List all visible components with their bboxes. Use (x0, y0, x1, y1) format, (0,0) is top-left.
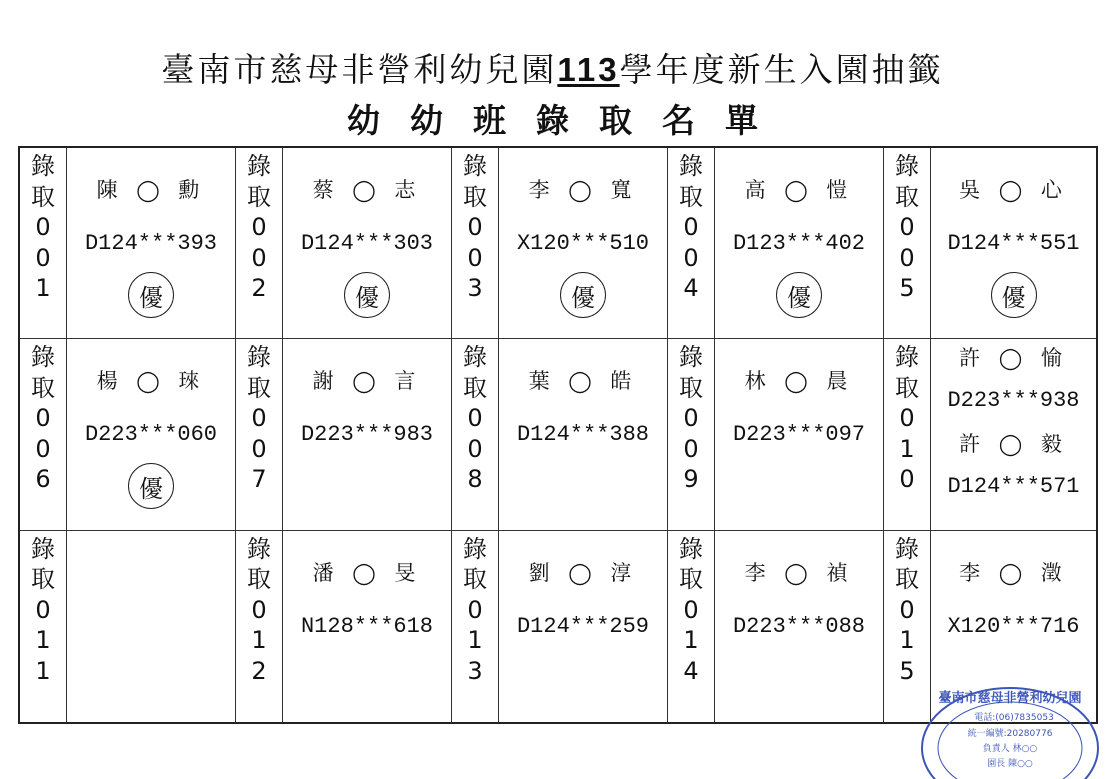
admission-code-char: 0 (467, 404, 483, 433)
student-name: 陳 ◯ 勳 (96, 178, 206, 202)
title-year: 113 (557, 51, 620, 88)
student-name: 林 ◯ 晨 (744, 369, 854, 394)
student-id: D124***571 (947, 474, 1080, 500)
seal-tax-id: 統一編號:20280776 (967, 729, 1053, 739)
student-name: 李 ◯ 澂 (959, 560, 1068, 585)
priority-badge: 優 (128, 463, 174, 509)
admission-code-char: 1 (899, 626, 915, 655)
admission-code-char: 0 (899, 595, 915, 624)
admission-code-char: 取 (895, 373, 919, 402)
admission-code-char: 錄 (463, 152, 487, 180)
page-title (0, 44, 1105, 96)
priority-badge: 優 (128, 272, 174, 318)
admission-code-char: 錄 (463, 534, 487, 563)
admission-code-char: 0 (467, 434, 483, 463)
admission-code-char: 0 (467, 243, 483, 272)
admission-code-cell (236, 339, 283, 530)
admission-code-char: 2 (251, 656, 267, 685)
admission-code-char: 錄 (895, 534, 919, 563)
admission-code-cell (20, 531, 67, 722)
admission-code-char: 0 (251, 434, 267, 463)
admission-code-char: 錄 (247, 534, 271, 563)
admission-code-char: 8 (467, 465, 483, 494)
student-name: 謝 ◯ 言 (312, 369, 422, 394)
admission-code-char: 錄 (31, 152, 55, 180)
admission-code-char: 7 (251, 465, 267, 494)
admission-code-char: 2 (251, 274, 267, 302)
student-cell (499, 531, 668, 722)
admission-table (18, 146, 1098, 724)
admission-code-char: 0 (251, 595, 267, 624)
admission-code-char: 0 (683, 595, 699, 624)
priority-badge: 優 (560, 272, 606, 318)
student-cell (283, 148, 452, 339)
admission-code-cell (884, 148, 931, 339)
student-name: 楊 ◯ 琜 (96, 369, 206, 394)
admission-code-char: 取 (247, 565, 271, 594)
admission-code-char: 取 (463, 182, 487, 211)
admission-code-char: 取 (463, 373, 487, 402)
student-id: D124***551 (947, 231, 1080, 256)
student-name: 吳 ◯ 心 (959, 178, 1068, 202)
admission-code-cell (668, 339, 715, 530)
student-name: 許 ◯ 愉 (959, 346, 1068, 371)
admission-code-char: 取 (247, 373, 271, 402)
admission-code-char: 錄 (679, 343, 703, 372)
admission-code-char: 1 (899, 434, 915, 463)
admission-code-cell (668, 531, 715, 722)
kindergarten-seal (914, 676, 1104, 779)
admission-code-char: 取 (679, 565, 703, 594)
admission-code-char: 取 (31, 565, 55, 594)
admission-code-char: 錄 (31, 534, 55, 563)
student-id: D223***938 (947, 388, 1080, 414)
student-id: D223***060 (84, 422, 218, 448)
admission-code-char: 取 (247, 182, 271, 211)
admission-code-char: 0 (899, 243, 915, 272)
student-cell (715, 339, 884, 530)
admission-code-char: 0 (35, 434, 51, 463)
student-cell (931, 148, 1096, 339)
admission-code-char: 4 (683, 274, 699, 302)
student-cell (931, 339, 1096, 530)
admission-code-char: 0 (899, 404, 915, 433)
student-id: D223***097 (732, 422, 866, 448)
student-name: 潘 ◯ 旻 (312, 560, 422, 585)
admission-code-char: 1 (251, 626, 267, 655)
admission-code-cell (20, 148, 67, 339)
admission-code-char: 取 (895, 565, 919, 594)
admission-code-cell (668, 148, 715, 339)
admission-code-char: 0 (251, 213, 267, 241)
student-id: X120***716 (947, 613, 1080, 639)
student-id: D123***402 (732, 231, 866, 256)
admission-code-char: 錄 (895, 343, 919, 372)
admission-code-char: 0 (467, 595, 483, 624)
student-name: 許 ◯ 毅 (959, 432, 1068, 457)
student-cell (67, 531, 236, 722)
admission-code-cell (236, 531, 283, 722)
admission-code-cell (20, 339, 67, 530)
admission-code-char: 0 (683, 434, 699, 463)
seal-phone: 電話:(06)7835053 (974, 713, 1054, 723)
admission-code-char: 取 (679, 182, 703, 211)
student-name: 李 ◯ 寬 (528, 178, 638, 202)
admission-code-char: 錄 (247, 152, 271, 180)
admission-code-char: 3 (467, 274, 483, 302)
student-id: D223***088 (732, 613, 866, 639)
admission-code-char: 錄 (31, 343, 55, 372)
admission-code-char: 錄 (679, 152, 703, 180)
admission-code-cell (236, 148, 283, 339)
admission-code-char: 取 (31, 373, 55, 402)
student-id: D124***303 (300, 231, 434, 256)
student-cell (499, 339, 668, 530)
admission-code-char: 0 (35, 595, 51, 624)
admission-code-char: 錄 (679, 534, 703, 563)
admission-code-char: 0 (251, 404, 267, 433)
admission-code-cell (452, 339, 499, 530)
student-name: 高 ◯ 愷 (744, 178, 854, 202)
student-name: 葉 ◯ 皓 (528, 369, 638, 394)
admission-code-char: 0 (35, 243, 51, 272)
admission-code-char: 3 (467, 656, 483, 685)
admission-code-cell (452, 148, 499, 339)
student-id: D223***983 (300, 422, 434, 448)
admission-code-char: 1 (467, 626, 483, 655)
student-cell (715, 531, 884, 722)
student-id: D124***259 (516, 613, 650, 639)
student-cell (499, 148, 668, 339)
admission-code-char: 0 (251, 243, 267, 272)
student-id: N128***618 (300, 613, 434, 639)
page-subtitle: 幼幼班錄取名單 (347, 101, 788, 140)
admission-code-char: 取 (31, 182, 55, 211)
admission-code-char: 9 (683, 465, 699, 494)
student-id: X120***510 (516, 231, 650, 256)
student-id: D124***388 (516, 422, 650, 448)
admission-code-char: 錄 (463, 343, 487, 372)
priority-badge: 優 (344, 272, 390, 318)
admission-code-char: 1 (35, 626, 51, 655)
student-cell (715, 148, 884, 339)
title-prefix: 臺南市慈母非營利幼兒園 (161, 50, 558, 89)
student-name: 蔡 ◯ 志 (312, 178, 422, 202)
admission-code-char: 取 (895, 182, 919, 211)
admission-code-char: 1 (35, 274, 51, 302)
admission-code-char: 1 (35, 656, 51, 685)
admission-code-cell (884, 339, 931, 530)
seal-title: 臺南市慈母非營利幼兒園 (938, 691, 1082, 706)
student-cell (283, 531, 452, 722)
admission-code-char: 錄 (895, 152, 919, 180)
admission-code-char: 錄 (247, 343, 271, 372)
seal-line-1: 負責人 林○○ (982, 744, 1038, 754)
admission-code-char: 0 (467, 213, 483, 241)
admission-code-char: 0 (683, 404, 699, 433)
admission-code-cell (452, 531, 499, 722)
admission-code-char: 5 (899, 274, 915, 302)
seal-line-2: 園長 陳○○ (987, 759, 1033, 769)
student-name: 李 ◯ 禎 (744, 560, 854, 585)
admission-code-char: 0 (899, 465, 915, 494)
admission-code-char: 5 (899, 656, 915, 685)
admission-code-char: 0 (35, 404, 51, 433)
admission-code-char: 取 (679, 373, 703, 402)
admission-code-char: 1 (683, 626, 699, 655)
priority-badge: 優 (776, 272, 822, 318)
admission-code-char: 6 (35, 465, 51, 494)
admission-code-char: 4 (683, 656, 699, 685)
admission-code-char: 0 (683, 243, 699, 272)
student-name: 劉 ◯ 淳 (528, 560, 638, 585)
admission-code-char: 0 (35, 213, 51, 241)
student-cell (67, 148, 236, 339)
admission-code-char: 0 (683, 213, 699, 241)
title-suffix: 學年度新生入園抽籤 (619, 50, 944, 89)
student-id: D124***393 (84, 231, 218, 256)
student-cell (67, 339, 236, 530)
admission-code-char: 0 (899, 213, 915, 241)
admission-code-char: 取 (463, 565, 487, 594)
student-cell (283, 339, 452, 530)
priority-badge: 優 (991, 272, 1037, 318)
